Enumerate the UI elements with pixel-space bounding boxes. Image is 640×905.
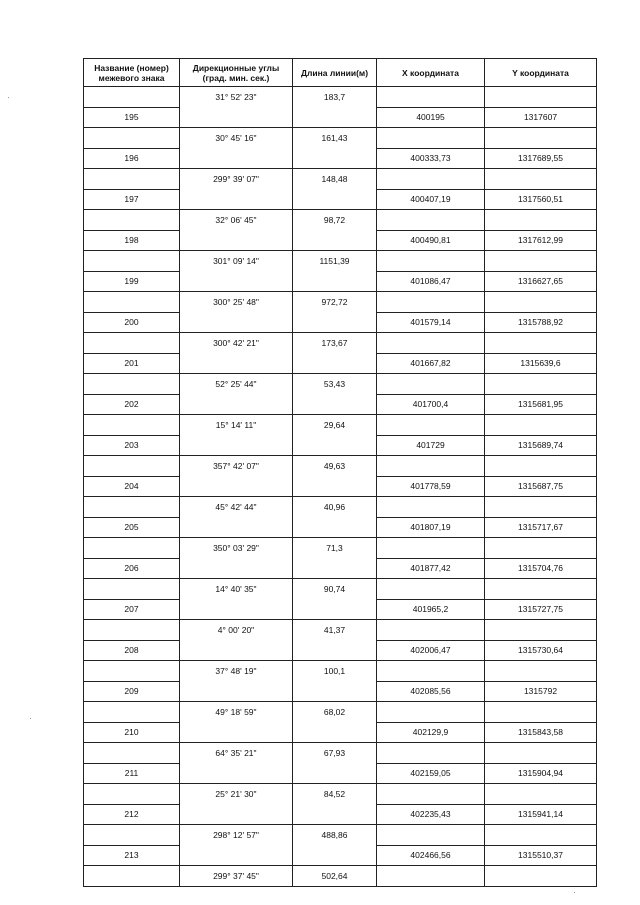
empty-cell (84, 251, 180, 272)
point-y-coordinate: 1315681,95 (485, 394, 597, 415)
segment-length: 488,86 (293, 825, 377, 846)
empty-cell (485, 333, 597, 354)
point-y-coordinate: 1315687,75 (485, 476, 597, 497)
segment-angle: 25° 21' 30" (180, 784, 293, 805)
point-y-coordinate: 1317612,99 (485, 230, 597, 251)
empty-cell (293, 845, 377, 866)
point-x-coordinate: 402466,56 (377, 845, 485, 866)
empty-cell (377, 784, 485, 805)
segment-angle: 64° 35' 21" (180, 743, 293, 764)
empty-cell (180, 353, 293, 374)
empty-cell (377, 743, 485, 764)
point-name: 204 (84, 476, 180, 497)
point-y-coordinate: 1315717,67 (485, 517, 597, 538)
segment-row (84, 743, 597, 764)
empty-cell (293, 271, 377, 292)
empty-cell (180, 804, 293, 825)
empty-cell (180, 435, 293, 456)
empty-cell (485, 661, 597, 682)
empty-cell (293, 476, 377, 497)
empty-cell (84, 169, 180, 190)
empty-cell (485, 784, 597, 805)
empty-cell (84, 374, 180, 395)
point-name: 212 (84, 804, 180, 825)
point-row (84, 845, 597, 866)
empty-cell (84, 702, 180, 723)
empty-cell (377, 128, 485, 149)
point-y-coordinate: 1315730,64 (485, 640, 597, 661)
empty-cell (84, 579, 180, 600)
point-row (84, 681, 597, 702)
empty-cell (485, 538, 597, 559)
point-y-coordinate: 1315639,6 (485, 353, 597, 374)
segment-length: 84,52 (293, 784, 377, 805)
point-name: 195 (84, 107, 180, 128)
point-y-coordinate: 1317607 (485, 107, 597, 128)
scan-speck (30, 718, 31, 719)
point-name: 213 (84, 845, 180, 866)
empty-cell (84, 87, 180, 108)
empty-cell (293, 189, 377, 210)
point-x-coordinate: 401667,82 (377, 353, 485, 374)
empty-cell (377, 702, 485, 723)
empty-cell (485, 128, 597, 149)
empty-cell (180, 107, 293, 128)
empty-cell (485, 292, 597, 313)
point-y-coordinate: 1315941,14 (485, 804, 597, 825)
point-x-coordinate: 401877,42 (377, 558, 485, 579)
empty-cell (84, 497, 180, 518)
point-name: 203 (84, 435, 180, 456)
segment-length: 41,37 (293, 620, 377, 641)
empty-cell (180, 558, 293, 579)
point-name: 199 (84, 271, 180, 292)
point-row (84, 804, 597, 825)
empty-cell (293, 763, 377, 784)
empty-cell (180, 599, 293, 620)
empty-cell (485, 87, 597, 108)
empty-cell (377, 415, 485, 436)
point-row (84, 599, 597, 620)
segment-length: 98,72 (293, 210, 377, 231)
point-name: 209 (84, 681, 180, 702)
empty-cell (84, 825, 180, 846)
segment-angle: 49° 18' 59" (180, 702, 293, 723)
point-row (84, 148, 597, 169)
segment-row (84, 210, 597, 231)
empty-cell (377, 538, 485, 559)
point-row (84, 107, 597, 128)
header-direction-angle: Дирекционные углы (град. мин. сек.) (180, 59, 293, 87)
empty-cell (293, 394, 377, 415)
segment-length: 67,93 (293, 743, 377, 764)
empty-cell (84, 128, 180, 149)
point-name: 208 (84, 640, 180, 661)
empty-cell (377, 87, 485, 108)
point-row (84, 353, 597, 374)
point-row (84, 435, 597, 456)
empty-cell (485, 866, 597, 887)
point-x-coordinate: 402159,05 (377, 763, 485, 784)
segment-angle: 15° 14' 11" (180, 415, 293, 436)
header-line-length: Длина линии(м) (293, 59, 377, 87)
segment-row (84, 333, 597, 354)
empty-cell (377, 251, 485, 272)
segment-angle: 45° 42' 44" (180, 497, 293, 518)
point-x-coordinate: 402129,9 (377, 722, 485, 743)
segment-length: 972,72 (293, 292, 377, 313)
segment-angle: 299° 39' 07" (180, 169, 293, 190)
point-name: 210 (84, 722, 180, 743)
point-x-coordinate: 401086,47 (377, 271, 485, 292)
empty-cell (84, 210, 180, 231)
empty-cell (293, 558, 377, 579)
empty-cell (84, 538, 180, 559)
point-row (84, 189, 597, 210)
header-point-name: Название (номер) межевого знака (84, 59, 180, 87)
segment-row (84, 374, 597, 395)
segment-row (84, 415, 597, 436)
point-y-coordinate: 1315904,94 (485, 763, 597, 784)
header-row (84, 59, 597, 87)
point-y-coordinate: 1315843,58 (485, 722, 597, 743)
point-x-coordinate: 401778,59 (377, 476, 485, 497)
empty-cell (485, 579, 597, 600)
point-name: 211 (84, 763, 180, 784)
segment-length: 68,02 (293, 702, 377, 723)
point-name: 205 (84, 517, 180, 538)
empty-cell (293, 312, 377, 333)
point-row (84, 763, 597, 784)
point-x-coordinate: 401700,4 (377, 394, 485, 415)
empty-cell (180, 148, 293, 169)
segment-angle: 32° 06' 45" (180, 210, 293, 231)
header-x-coordinate: X координата (377, 59, 485, 87)
segment-angle: 300° 42' 21" (180, 333, 293, 354)
segment-row (84, 169, 597, 190)
scan-speck (8, 97, 9, 98)
point-y-coordinate: 1317560,51 (485, 189, 597, 210)
empty-cell (293, 148, 377, 169)
segment-row (84, 825, 597, 846)
empty-cell (84, 415, 180, 436)
empty-cell (485, 702, 597, 723)
empty-cell (180, 312, 293, 333)
empty-cell (377, 620, 485, 641)
segment-angle: 350° 03' 29" (180, 538, 293, 559)
segment-angle: 300° 25' 48" (180, 292, 293, 313)
segment-row (84, 784, 597, 805)
point-name: 202 (84, 394, 180, 415)
segment-angle: 31° 52' 23" (180, 87, 293, 108)
point-x-coordinate: 400407,19 (377, 189, 485, 210)
empty-cell (377, 579, 485, 600)
point-name: 196 (84, 148, 180, 169)
segment-row (84, 292, 597, 313)
segment-length: 1151,39 (293, 251, 377, 272)
empty-cell (84, 620, 180, 641)
point-y-coordinate: 1315689,74 (485, 435, 597, 456)
segment-angle: 298° 12' 57" (180, 825, 293, 846)
segment-angle: 37° 48' 19" (180, 661, 293, 682)
empty-cell (180, 189, 293, 210)
segment-angle: 301° 09' 14" (180, 251, 293, 272)
segment-length: 148,48 (293, 169, 377, 190)
point-row (84, 394, 597, 415)
empty-cell (377, 866, 485, 887)
empty-cell (377, 333, 485, 354)
segment-angle: 52° 25' 44" (180, 374, 293, 395)
empty-cell (180, 640, 293, 661)
point-y-coordinate: 1315727,75 (485, 599, 597, 620)
empty-cell (180, 271, 293, 292)
segment-row (84, 661, 597, 682)
segment-row (84, 87, 597, 108)
empty-cell (293, 722, 377, 743)
empty-cell (84, 292, 180, 313)
empty-cell (377, 456, 485, 477)
table-header (84, 59, 597, 87)
segment-length: 29,64 (293, 415, 377, 436)
segment-length: 502,64 (293, 866, 377, 887)
empty-cell (485, 743, 597, 764)
empty-cell (377, 374, 485, 395)
segment-length: 100,1 (293, 661, 377, 682)
empty-cell (180, 517, 293, 538)
empty-cell (180, 763, 293, 784)
segment-length: 49,63 (293, 456, 377, 477)
segment-angle: 4° 00' 20" (180, 620, 293, 641)
point-name: 197 (84, 189, 180, 210)
empty-cell (377, 210, 485, 231)
segment-length: 173,67 (293, 333, 377, 354)
point-row (84, 312, 597, 333)
empty-cell (377, 825, 485, 846)
empty-cell (84, 333, 180, 354)
empty-cell (485, 456, 597, 477)
empty-cell (485, 497, 597, 518)
point-name: 201 (84, 353, 180, 374)
segment-angle: 357° 42' 07" (180, 456, 293, 477)
empty-cell (485, 374, 597, 395)
point-row (84, 230, 597, 251)
empty-cell (293, 681, 377, 702)
point-row (84, 271, 597, 292)
point-x-coordinate: 401579,14 (377, 312, 485, 333)
empty-cell (180, 722, 293, 743)
point-name: 198 (84, 230, 180, 251)
point-row (84, 558, 597, 579)
segment-row (84, 497, 597, 518)
point-x-coordinate: 402085,56 (377, 681, 485, 702)
empty-cell (84, 661, 180, 682)
empty-cell (293, 230, 377, 251)
point-row (84, 476, 597, 497)
empty-cell (84, 456, 180, 477)
point-x-coordinate: 402006,47 (377, 640, 485, 661)
empty-cell (485, 620, 597, 641)
point-x-coordinate: 400490,81 (377, 230, 485, 251)
segment-row (84, 579, 597, 600)
point-row (84, 640, 597, 661)
empty-cell (377, 292, 485, 313)
point-name: 207 (84, 599, 180, 620)
empty-cell (84, 784, 180, 805)
point-name: 200 (84, 312, 180, 333)
empty-cell (84, 743, 180, 764)
empty-cell (293, 640, 377, 661)
point-x-coordinate: 402235,43 (377, 804, 485, 825)
empty-cell (293, 599, 377, 620)
segment-row (84, 456, 597, 477)
scan-speck (574, 892, 575, 893)
empty-cell (485, 210, 597, 231)
point-row (84, 722, 597, 743)
segment-row (84, 128, 597, 149)
segment-length: 71,3 (293, 538, 377, 559)
segment-row (84, 702, 597, 723)
empty-cell (485, 251, 597, 272)
point-x-coordinate: 401965,2 (377, 599, 485, 620)
segment-length: 161,43 (293, 128, 377, 149)
point-x-coordinate: 401807,19 (377, 517, 485, 538)
segment-angle: 14° 40' 35" (180, 579, 293, 600)
point-y-coordinate: 1317689,55 (485, 148, 597, 169)
point-x-coordinate: 400333,73 (377, 148, 485, 169)
segment-angle: 30° 45' 16" (180, 128, 293, 149)
point-x-coordinate: 400195 (377, 107, 485, 128)
empty-cell (180, 394, 293, 415)
point-y-coordinate: 1316627,65 (485, 271, 597, 292)
empty-cell (180, 845, 293, 866)
segment-length: 90,74 (293, 579, 377, 600)
empty-cell (485, 825, 597, 846)
empty-cell (84, 866, 180, 887)
empty-cell (293, 804, 377, 825)
segment-row (84, 620, 597, 641)
segment-row (84, 866, 597, 887)
segment-angle: 299° 37' 45" (180, 866, 293, 887)
empty-cell (293, 435, 377, 456)
point-y-coordinate: 1315788,92 (485, 312, 597, 333)
empty-cell (485, 415, 597, 436)
empty-cell (180, 230, 293, 251)
empty-cell (485, 169, 597, 190)
boundary-coordinates-table (83, 58, 597, 887)
empty-cell (293, 353, 377, 374)
segment-row (84, 538, 597, 559)
segment-length: 40,96 (293, 497, 377, 518)
header-y-coordinate: Y координата (485, 59, 597, 87)
empty-cell (180, 476, 293, 497)
empty-cell (180, 681, 293, 702)
segment-length: 53,43 (293, 374, 377, 395)
point-row (84, 517, 597, 538)
segment-length: 183,7 (293, 87, 377, 108)
empty-cell (377, 497, 485, 518)
table-body (84, 87, 597, 887)
segment-row (84, 251, 597, 272)
empty-cell (293, 107, 377, 128)
point-y-coordinate: 1315704,76 (485, 558, 597, 579)
empty-cell (377, 169, 485, 190)
point-y-coordinate: 1315792 (485, 681, 597, 702)
empty-cell (293, 517, 377, 538)
point-y-coordinate: 1315510,37 (485, 845, 597, 866)
empty-cell (377, 661, 485, 682)
point-name: 206 (84, 558, 180, 579)
point-x-coordinate: 401729 (377, 435, 485, 456)
